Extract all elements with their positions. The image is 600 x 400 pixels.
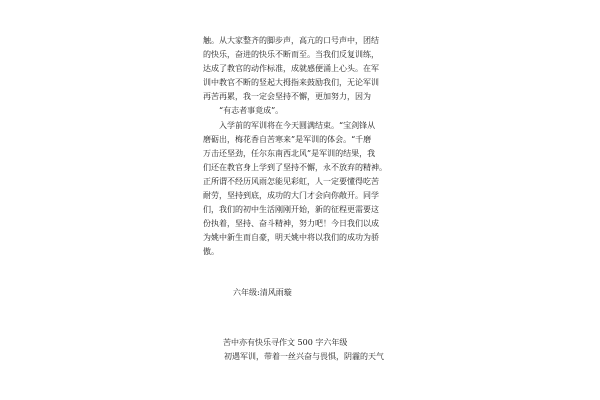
text-line: “有志者事竟成”。 xyxy=(219,106,284,116)
text-line: 触。从大家整齐的脚步声，高亢的口号声中，团结 xyxy=(203,36,379,45)
text-line: 再苦再累，我一定会坚持不懈，更加努力，因为 xyxy=(203,92,371,102)
text-line: 正所谓不经历风雨怎能见彩虹，人一定要懂得吃苦 xyxy=(203,176,379,186)
text-line: 磨砺出，梅花香自苦寒来”是军训的体会。“千磨 xyxy=(203,134,372,144)
text-line: 们，我们的初中生活刚刚开始，新的征程更需要这 xyxy=(203,205,379,215)
paragraph-1 xyxy=(203,34,403,119)
text-line: 们还在教官身上学到了坚持不懈，永不放弃的精神。 xyxy=(203,162,387,172)
text-line: 为姚中新生而自豪，明天姚中将以我们的成功为骄 xyxy=(203,233,379,243)
paragraph-2 xyxy=(203,119,403,260)
text-line: 的快乐，奋进的快乐不断而至。当我们反复训练， xyxy=(203,50,379,60)
text-line: 耐劳，坚持到底，成功的大门才会向你敞开。同学 xyxy=(203,191,379,201)
author-signature: 六年级:清风雨璇 xyxy=(233,288,292,297)
text-line: 傲。 xyxy=(203,247,219,257)
essay-body xyxy=(203,34,403,260)
text-line: 万击还坚劲，任尔东南西北风”是军训的结果，我 xyxy=(203,148,376,158)
next-essay-first-line: 初遇军训，带着一丝兴奋与畏惧，阴霾的天气 xyxy=(224,352,384,361)
text-line: 入学前的军训将在今天圆满结束。“宝剑锋从 xyxy=(219,120,376,130)
text-line: 份执着，坚持、奋斗精神，努力吧！今日我们以成 xyxy=(203,219,379,229)
text-line: 训中教官不断的竖起大拇指来鼓励我们，无论军训 xyxy=(203,78,379,88)
next-essay-title: 苦中亦有快乐寻作文 500 字六年级 xyxy=(223,338,348,347)
text-line: 达成了教官的动作标准，成就感便涌上心头。在军 xyxy=(203,64,379,74)
